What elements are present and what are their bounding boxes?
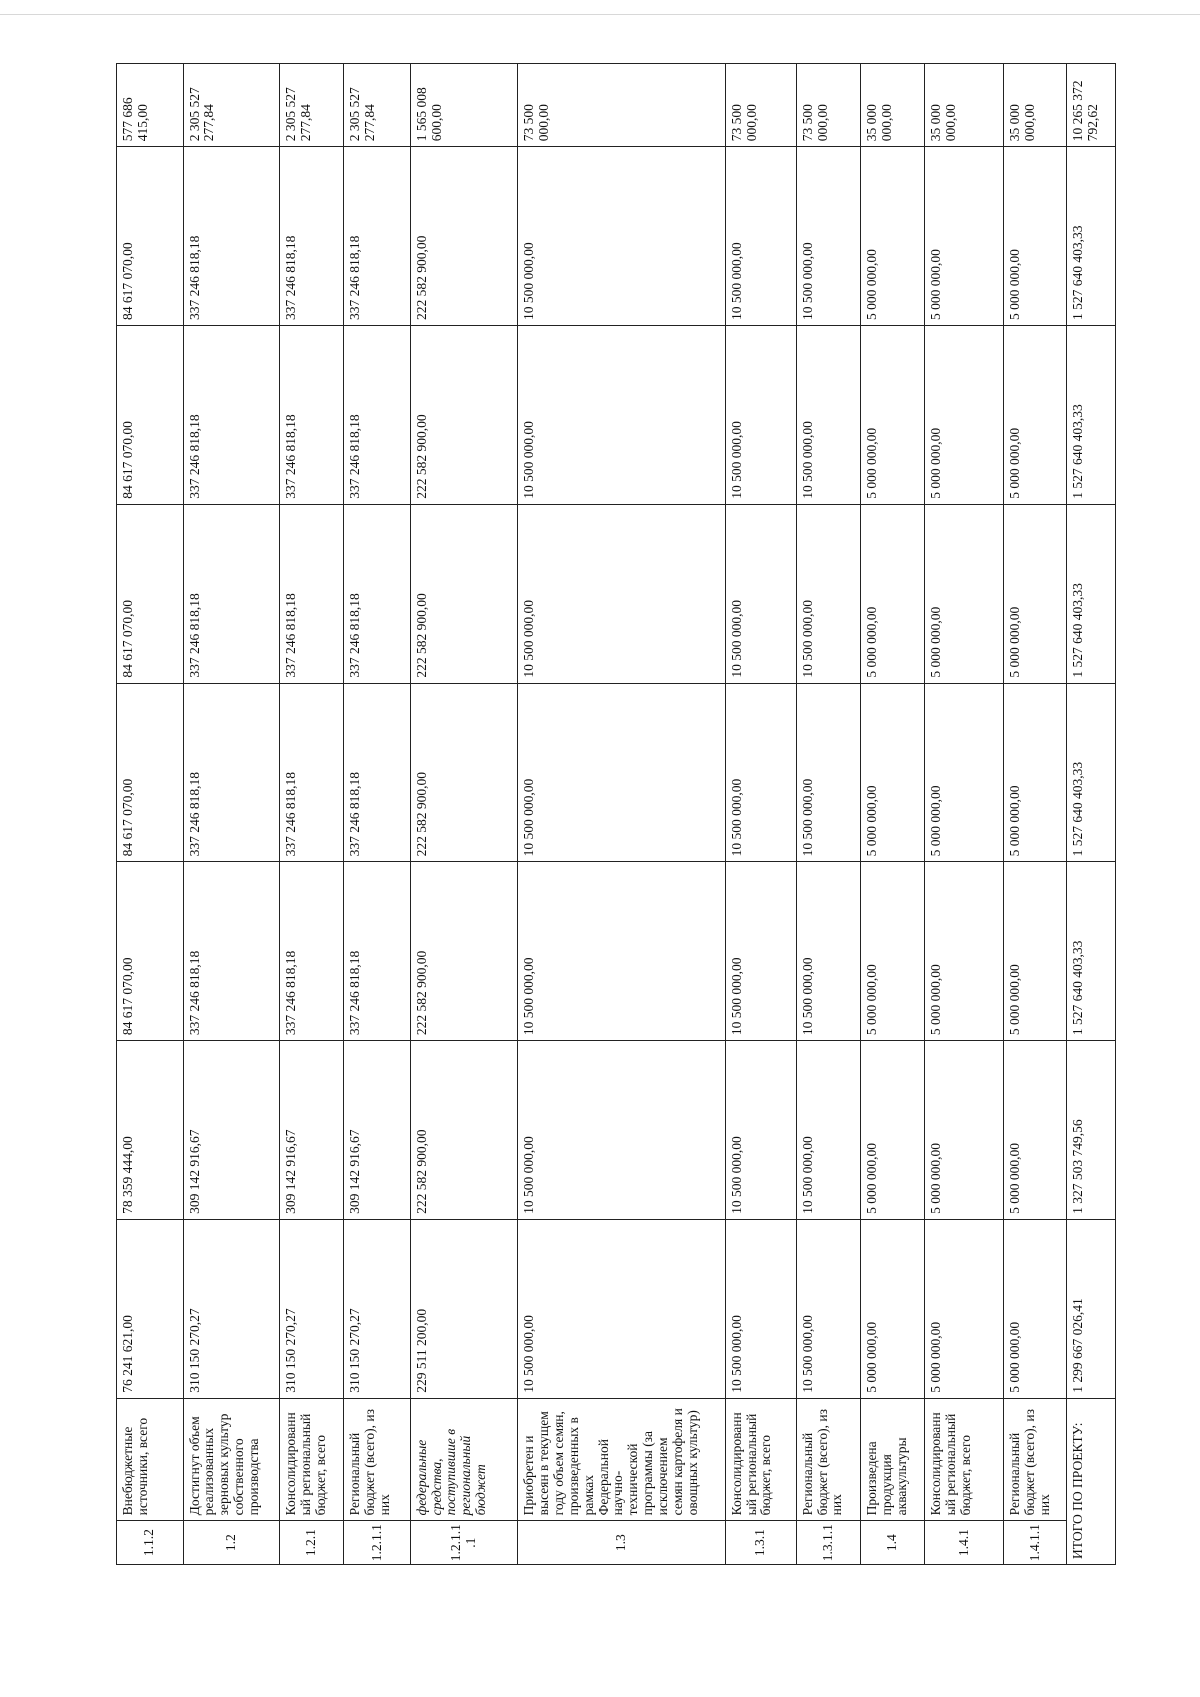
row-name: Консолидированный региональный бюджет, всего [725, 1398, 796, 1521]
value-cell: 1 565 008 600,00 [410, 64, 518, 147]
value-cell: 10 500 000,00 [518, 683, 725, 862]
value-cell: 337 246 818,18 [279, 326, 343, 505]
value-cell: 2 305 527 277,84 [183, 64, 279, 147]
row-code: 1.3 [518, 1521, 725, 1565]
value-cell: 337 246 818,18 [183, 683, 279, 862]
value-cell: 309 142 916,67 [279, 1041, 343, 1220]
table-row [725, 64, 796, 1565]
row-code: 1.3.1 [725, 1521, 796, 1565]
total-value-cell: 10 265 372 792,62 [1067, 64, 1116, 147]
row-name: федеральные средства, поступившие в региональный бюджет [410, 1398, 518, 1521]
value-cell: 84 617 070,00 [117, 326, 184, 505]
value-cell: 5 000 000,00 [925, 1041, 1004, 1220]
value-cell: 73 500 000,00 [796, 64, 860, 147]
value-cell: 5 000 000,00 [1003, 147, 1066, 326]
value-cell: 5 000 000,00 [1003, 504, 1066, 683]
value-cell: 10 500 000,00 [518, 504, 725, 683]
table-row [117, 64, 184, 1565]
table-row [183, 64, 279, 1565]
row-code: 1.2.1.1 [344, 1521, 411, 1565]
value-cell: 2 305 527 277,84 [279, 64, 343, 147]
scan-edge-line [0, 14, 1200, 15]
value-cell: 222 582 900,00 [410, 683, 518, 862]
row-code: 1.4 [860, 1521, 924, 1565]
value-cell: 337 246 818,18 [344, 504, 411, 683]
value-cell: 337 246 818,18 [183, 326, 279, 505]
table-row [410, 64, 518, 1565]
total-value-cell: 1 527 640 403,33 [1067, 326, 1116, 505]
total-row [1067, 64, 1116, 1565]
value-cell: 10 500 000,00 [725, 1041, 796, 1220]
value-cell: 10 500 000,00 [725, 147, 796, 326]
row-code: 1.2.1 [279, 1521, 343, 1565]
value-cell: 577 686 415,00 [117, 64, 184, 147]
value-cell: 337 246 818,18 [183, 504, 279, 683]
value-cell: 84 617 070,00 [117, 683, 184, 862]
value-cell: 84 617 070,00 [117, 862, 184, 1041]
value-cell: 10 500 000,00 [796, 504, 860, 683]
value-cell: 76 241 621,00 [117, 1219, 184, 1398]
value-cell: 5 000 000,00 [860, 326, 924, 505]
row-code: 1.2.1.1.1 [410, 1521, 518, 1565]
value-cell: 10 500 000,00 [796, 147, 860, 326]
row-name: Региональный бюджет (всего), из них [1003, 1398, 1066, 1521]
row-name: Региональный бюджет (всего), из них [796, 1398, 860, 1521]
row-name: Консолидированный региональный бюджет, всего [925, 1398, 1004, 1521]
total-label: ИТОГО ПО ПРОЕКТУ: [1067, 1398, 1116, 1564]
value-cell: 5 000 000,00 [1003, 1219, 1066, 1398]
value-cell: 5 000 000,00 [925, 1219, 1004, 1398]
value-cell: 5 000 000,00 [925, 683, 1004, 862]
total-value-cell: 1 327 503 749,56 [1067, 1041, 1116, 1220]
value-cell: 5 000 000,00 [1003, 683, 1066, 862]
value-cell: 337 246 818,18 [279, 504, 343, 683]
value-cell: 337 246 818,18 [279, 862, 343, 1041]
value-cell: 222 582 900,00 [410, 147, 518, 326]
total-value-cell: 1 527 640 403,33 [1067, 683, 1116, 862]
row-code: 1.4.1 [925, 1521, 1004, 1565]
rotated-table-container [116, 63, 1116, 1565]
value-cell: 10 500 000,00 [796, 326, 860, 505]
value-cell: 310 150 270,27 [183, 1219, 279, 1398]
value-cell: 310 150 270,27 [344, 1219, 411, 1398]
value-cell: 337 246 818,18 [344, 147, 411, 326]
row-name: Приобретен и высеян в текущем году объем семян, произведенных в рамках Федеральной научно-технической программы (за исключением семян картофеля и овощных культур) [518, 1398, 725, 1521]
value-cell: 309 142 916,67 [183, 1041, 279, 1220]
value-cell: 10 500 000,00 [796, 1219, 860, 1398]
value-cell: 5 000 000,00 [860, 862, 924, 1041]
row-code: 1.3.1.1 [796, 1521, 860, 1565]
value-cell: 5 000 000,00 [860, 147, 924, 326]
value-cell: 337 246 818,18 [344, 326, 411, 505]
value-cell: 10 500 000,00 [725, 326, 796, 505]
table-row [1003, 64, 1066, 1565]
value-cell: 73 500 000,00 [725, 64, 796, 147]
value-cell: 5 000 000,00 [1003, 862, 1066, 1041]
value-cell: 5 000 000,00 [925, 147, 1004, 326]
row-name: Достигнут объем реализованных зерновых культур собственного производства [183, 1398, 279, 1521]
row-code: 1.2 [183, 1521, 279, 1565]
table-row [860, 64, 924, 1565]
value-cell: 337 246 818,18 [279, 683, 343, 862]
value-cell: 222 582 900,00 [410, 862, 518, 1041]
total-value-cell: 1 299 667 026,41 [1067, 1219, 1116, 1398]
value-cell: 35 000 000,00 [925, 64, 1004, 147]
value-cell: 84 617 070,00 [117, 504, 184, 683]
value-cell: 337 246 818,18 [183, 862, 279, 1041]
value-cell: 2 305 527 277,84 [344, 64, 411, 147]
value-cell: 5 000 000,00 [860, 1219, 924, 1398]
value-cell: 5 000 000,00 [1003, 326, 1066, 505]
row-name: Консолидированный региональный бюджет, всего [279, 1398, 343, 1521]
value-cell: 5 000 000,00 [925, 326, 1004, 505]
value-cell: 35 000 000,00 [1003, 64, 1066, 147]
row-code: 1.1.2 [117, 1521, 184, 1565]
value-cell: 310 150 270,27 [279, 1219, 343, 1398]
value-cell: 78 359 444,00 [117, 1041, 184, 1220]
value-cell: 337 246 818,18 [183, 147, 279, 326]
total-value-cell: 1 527 640 403,33 [1067, 147, 1116, 326]
row-name: Региональный бюджет (всего), из них [344, 1398, 411, 1521]
value-cell: 10 500 000,00 [518, 1219, 725, 1398]
value-cell: 337 246 818,18 [344, 683, 411, 862]
value-cell: 73 500 000,00 [518, 64, 725, 147]
value-cell: 10 500 000,00 [518, 1041, 725, 1220]
table-row [344, 64, 411, 1565]
value-cell: 222 582 900,00 [410, 504, 518, 683]
value-cell: 222 582 900,00 [410, 326, 518, 505]
budget-table [116, 63, 1116, 1565]
value-cell: 222 582 900,00 [410, 1041, 518, 1220]
value-cell: 10 500 000,00 [518, 326, 725, 505]
value-cell: 337 246 818,18 [344, 862, 411, 1041]
value-cell: 5 000 000,00 [1003, 1041, 1066, 1220]
row-name: Внебюджетные источники, всего [117, 1398, 184, 1521]
table-row [279, 64, 343, 1565]
table-row [796, 64, 860, 1565]
value-cell: 10 500 000,00 [518, 862, 725, 1041]
value-cell: 10 500 000,00 [518, 147, 725, 326]
value-cell: 337 246 818,18 [279, 147, 343, 326]
total-value-cell: 1 527 640 403,33 [1067, 862, 1116, 1041]
table-row [925, 64, 1004, 1565]
value-cell: 5 000 000,00 [860, 683, 924, 862]
value-cell: 10 500 000,00 [796, 1041, 860, 1220]
value-cell: 10 500 000,00 [725, 683, 796, 862]
value-cell: 10 500 000,00 [725, 1219, 796, 1398]
value-cell: 229 511 200,00 [410, 1219, 518, 1398]
value-cell: 10 500 000,00 [796, 862, 860, 1041]
row-code: 1.4.1.1 [1003, 1521, 1066, 1565]
table-row [518, 64, 725, 1565]
value-cell: 5 000 000,00 [860, 504, 924, 683]
value-cell: 5 000 000,00 [925, 862, 1004, 1041]
value-cell: 35 000 000,00 [860, 64, 924, 147]
total-value-cell: 1 527 640 403,33 [1067, 504, 1116, 683]
value-cell: 5 000 000,00 [860, 1041, 924, 1220]
value-cell: 309 142 916,67 [344, 1041, 411, 1220]
value-cell: 10 500 000,00 [725, 504, 796, 683]
row-name: Произведена продукция аквакультуры [860, 1398, 924, 1521]
table-body [117, 64, 1116, 1565]
value-cell: 84 617 070,00 [117, 147, 184, 326]
value-cell: 10 500 000,00 [796, 683, 860, 862]
value-cell: 10 500 000,00 [725, 862, 796, 1041]
value-cell: 5 000 000,00 [925, 504, 1004, 683]
